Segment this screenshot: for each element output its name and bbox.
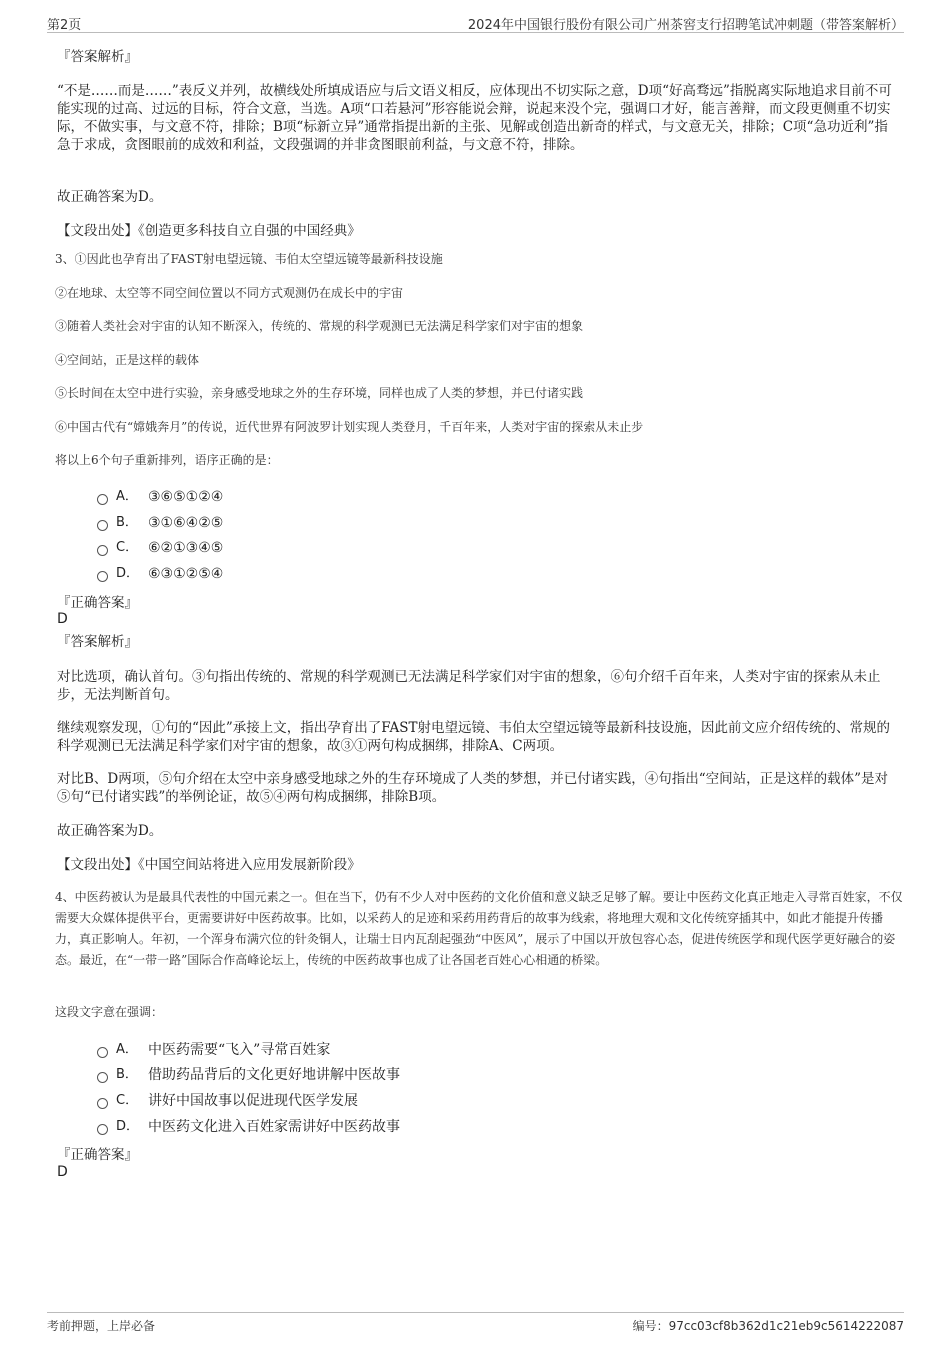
option-text: ③⑥⑤①②④	[148, 489, 224, 505]
radio-icon[interactable]	[97, 1047, 108, 1058]
q3-option-c[interactable]	[97, 539, 223, 557]
q3-option-a[interactable]	[97, 488, 223, 506]
option-letter: D．	[116, 566, 140, 581]
radio-icon[interactable]	[97, 1124, 108, 1135]
option-letter: B．	[116, 1067, 138, 1082]
document-title: 2024年中国银行股份有限公司广州茶窖支行招聘笔试冲刺题（带答案解析）	[467, 18, 904, 33]
page-header	[47, 12, 904, 33]
q4-option-d[interactable]	[97, 1118, 400, 1136]
option-letter: A．	[116, 1042, 138, 1057]
q3-sentence-6: ⑥中国古代有“嫦娥奔月”的传说，近代世界有阿波罗计划实现人类登月，千百年来，人类对宇宙的探索从未止步	[55, 420, 644, 434]
option-text: ⑥③①②⑤④	[148, 566, 224, 582]
q3-analysis-para-3: 对比B、D两项，⑤句介绍在太空中亲身感受地球之外的生存环境成了人类的梦想，并已付诸实践，④句指出“空间站，正是这样的载体”是对⑤句“已付诸实践”的举例论证，故⑤④两句构成捆绑，排除B项。	[57, 771, 889, 805]
q3-answer-label: 『正确答案』	[57, 595, 138, 611]
q3-conclusion: 故正确答案为D。	[57, 823, 163, 839]
q3-analysis-para-2: 继续观察发现，①句的“因此”承接上文，指出孕育出了FAST射电望远镜、韦伯太空望远镜等最新科技设施，因此前文应介绍传统的、常规的科学观测已无法满足科学家们对宇宙的想象，故③①两句构成捆绑，排除A、C两项。	[57, 720, 890, 754]
option-text: 讲好中国故事以促进现代医学发展	[148, 1093, 358, 1109]
radio-icon[interactable]	[97, 1072, 108, 1083]
option-text: 中医药文化进入百姓家需讲好中医药故事	[148, 1119, 400, 1135]
option-letter: D．	[116, 1119, 140, 1134]
q4-option-a[interactable]	[97, 1041, 330, 1059]
q3-analysis-label: 『答案解析』	[57, 634, 138, 650]
option-letter: A．	[116, 489, 138, 504]
q2-analysis-text: “不是……而是……”表反义并列，故横线处所填成语应与后文语义相反，应体现出不切实际之意，D项“好高骛远”指脱离实际地追求目前不可能实现的过高、过远的目标，符合文意，当选。A项“口若悬河”形容能说会辩，说起来没个完，强调口才好，能言善辩，而文段更侧重不切实际，不做实事，与文意不符，排除；B项“标新立异”通常指提出新的主张、见解或创造出新奇的样式，与文意无关，排除；C项“急功近利”指急于求成，贪图眼前的成效和利益，文段强调的并非贪图眼前利益，与文意不符，排除。	[57, 83, 892, 153]
q3-answer: D	[57, 611, 68, 627]
option-letter: C．	[116, 540, 139, 555]
option-text: ③①⑥④②⑤	[148, 515, 224, 531]
q3-sentence-4: ④空间站，正是这样的载体	[55, 353, 200, 367]
option-text: 借助药品背后的文化更好地讲解中医故事	[148, 1067, 400, 1083]
page-number: 第2页	[47, 18, 82, 33]
q3-sentence-1: 3、①因此也孕育出了FAST射电望远镜、韦伯太空望远镜等最新科技设施	[55, 252, 443, 266]
option-text: ⑥②①③④⑤	[148, 540, 224, 556]
option-letter: C．	[116, 1093, 139, 1108]
q4-passage: 4、中医药被认为是最具代表性的中国元素之一。但在当下，仍有不少人对中医药的文化价值和意义缺乏足够了解。要让中医药文化真正地走入寻常百姓家，不仅需要大众媒体提供平台，更需要讲好中医药故事。比如，以采药人的足迹和采药用药背后的故事为线索，将地理大观和文化传统穿插其中，如此才能提升传播力，真正影响人。年初，一个浑身布满穴位的针灸铜人，让瑞士日内瓦刮起强劲“中医风”，展示了中国以开放包容心态，促进传统医学和现代医学更好融合的姿态。最近，在“一带一路”国际合作高峰论坛上，传统的中医药故事也成了让各国老百姓心心相通的桥梁。	[55, 890, 903, 967]
q2-analysis-label: 『答案解析』	[57, 49, 138, 65]
q3-sentence-3: ③随着人类社会对宇宙的认知不断深入，传统的、常规的科学观测已无法满足科学家们对宇宙的想象	[55, 319, 584, 333]
q4-option-b[interactable]	[97, 1066, 400, 1084]
option-text: 中医药需要“飞入”寻常百姓家	[148, 1042, 331, 1058]
radio-icon[interactable]	[97, 571, 108, 582]
radio-icon[interactable]	[97, 494, 108, 505]
q3-sentence-2: ②在地球、太空等不同空间位置以不同方式观测仍在成长中的宇宙	[55, 286, 404, 300]
q4-option-c[interactable]	[97, 1092, 358, 1110]
option-letter: B．	[116, 515, 138, 530]
q2-conclusion: 故正确答案为D。	[57, 189, 163, 205]
radio-icon[interactable]	[97, 545, 108, 556]
q3-analysis-para-1: 对比选项，确认首句。③句指出传统的、常规的科学观测已无法满足科学家们对宇宙的想象，⑥句介绍千百年来，人类对宇宙的探索从未止步，无法判断首句。	[57, 669, 881, 703]
q4-answer: D	[57, 1164, 68, 1180]
q4-answer-label: 『正确答案』	[57, 1147, 138, 1163]
q3-prompt: 将以上6个句子重新排列，语序正确的是：	[55, 453, 279, 467]
q3-source: 【文段出处】《中国空间站将进入应用发展新阶段》	[57, 857, 361, 873]
footer-slogan: 考前押题，上岸必备	[47, 1319, 156, 1333]
q3-option-d[interactable]	[97, 565, 223, 583]
page-footer	[47, 1312, 904, 1343]
q3-sentence-5: ⑤长时间在太空中进行实验，亲身感受地球之外的生存环境，同样也成了人类的梦想，并已付诸实践	[55, 386, 584, 400]
q3-option-b[interactable]	[97, 514, 223, 532]
radio-icon[interactable]	[97, 520, 108, 531]
q2-source: 【文段出处】《创造更多科技自立自强的中国经典》	[57, 223, 361, 239]
document-id: 编号：97cc03cf8b362d1c21eb9c5614222087	[632, 1319, 904, 1333]
q4-prompt: 这段文字意在强调：	[55, 1005, 164, 1019]
radio-icon[interactable]	[97, 1098, 108, 1109]
